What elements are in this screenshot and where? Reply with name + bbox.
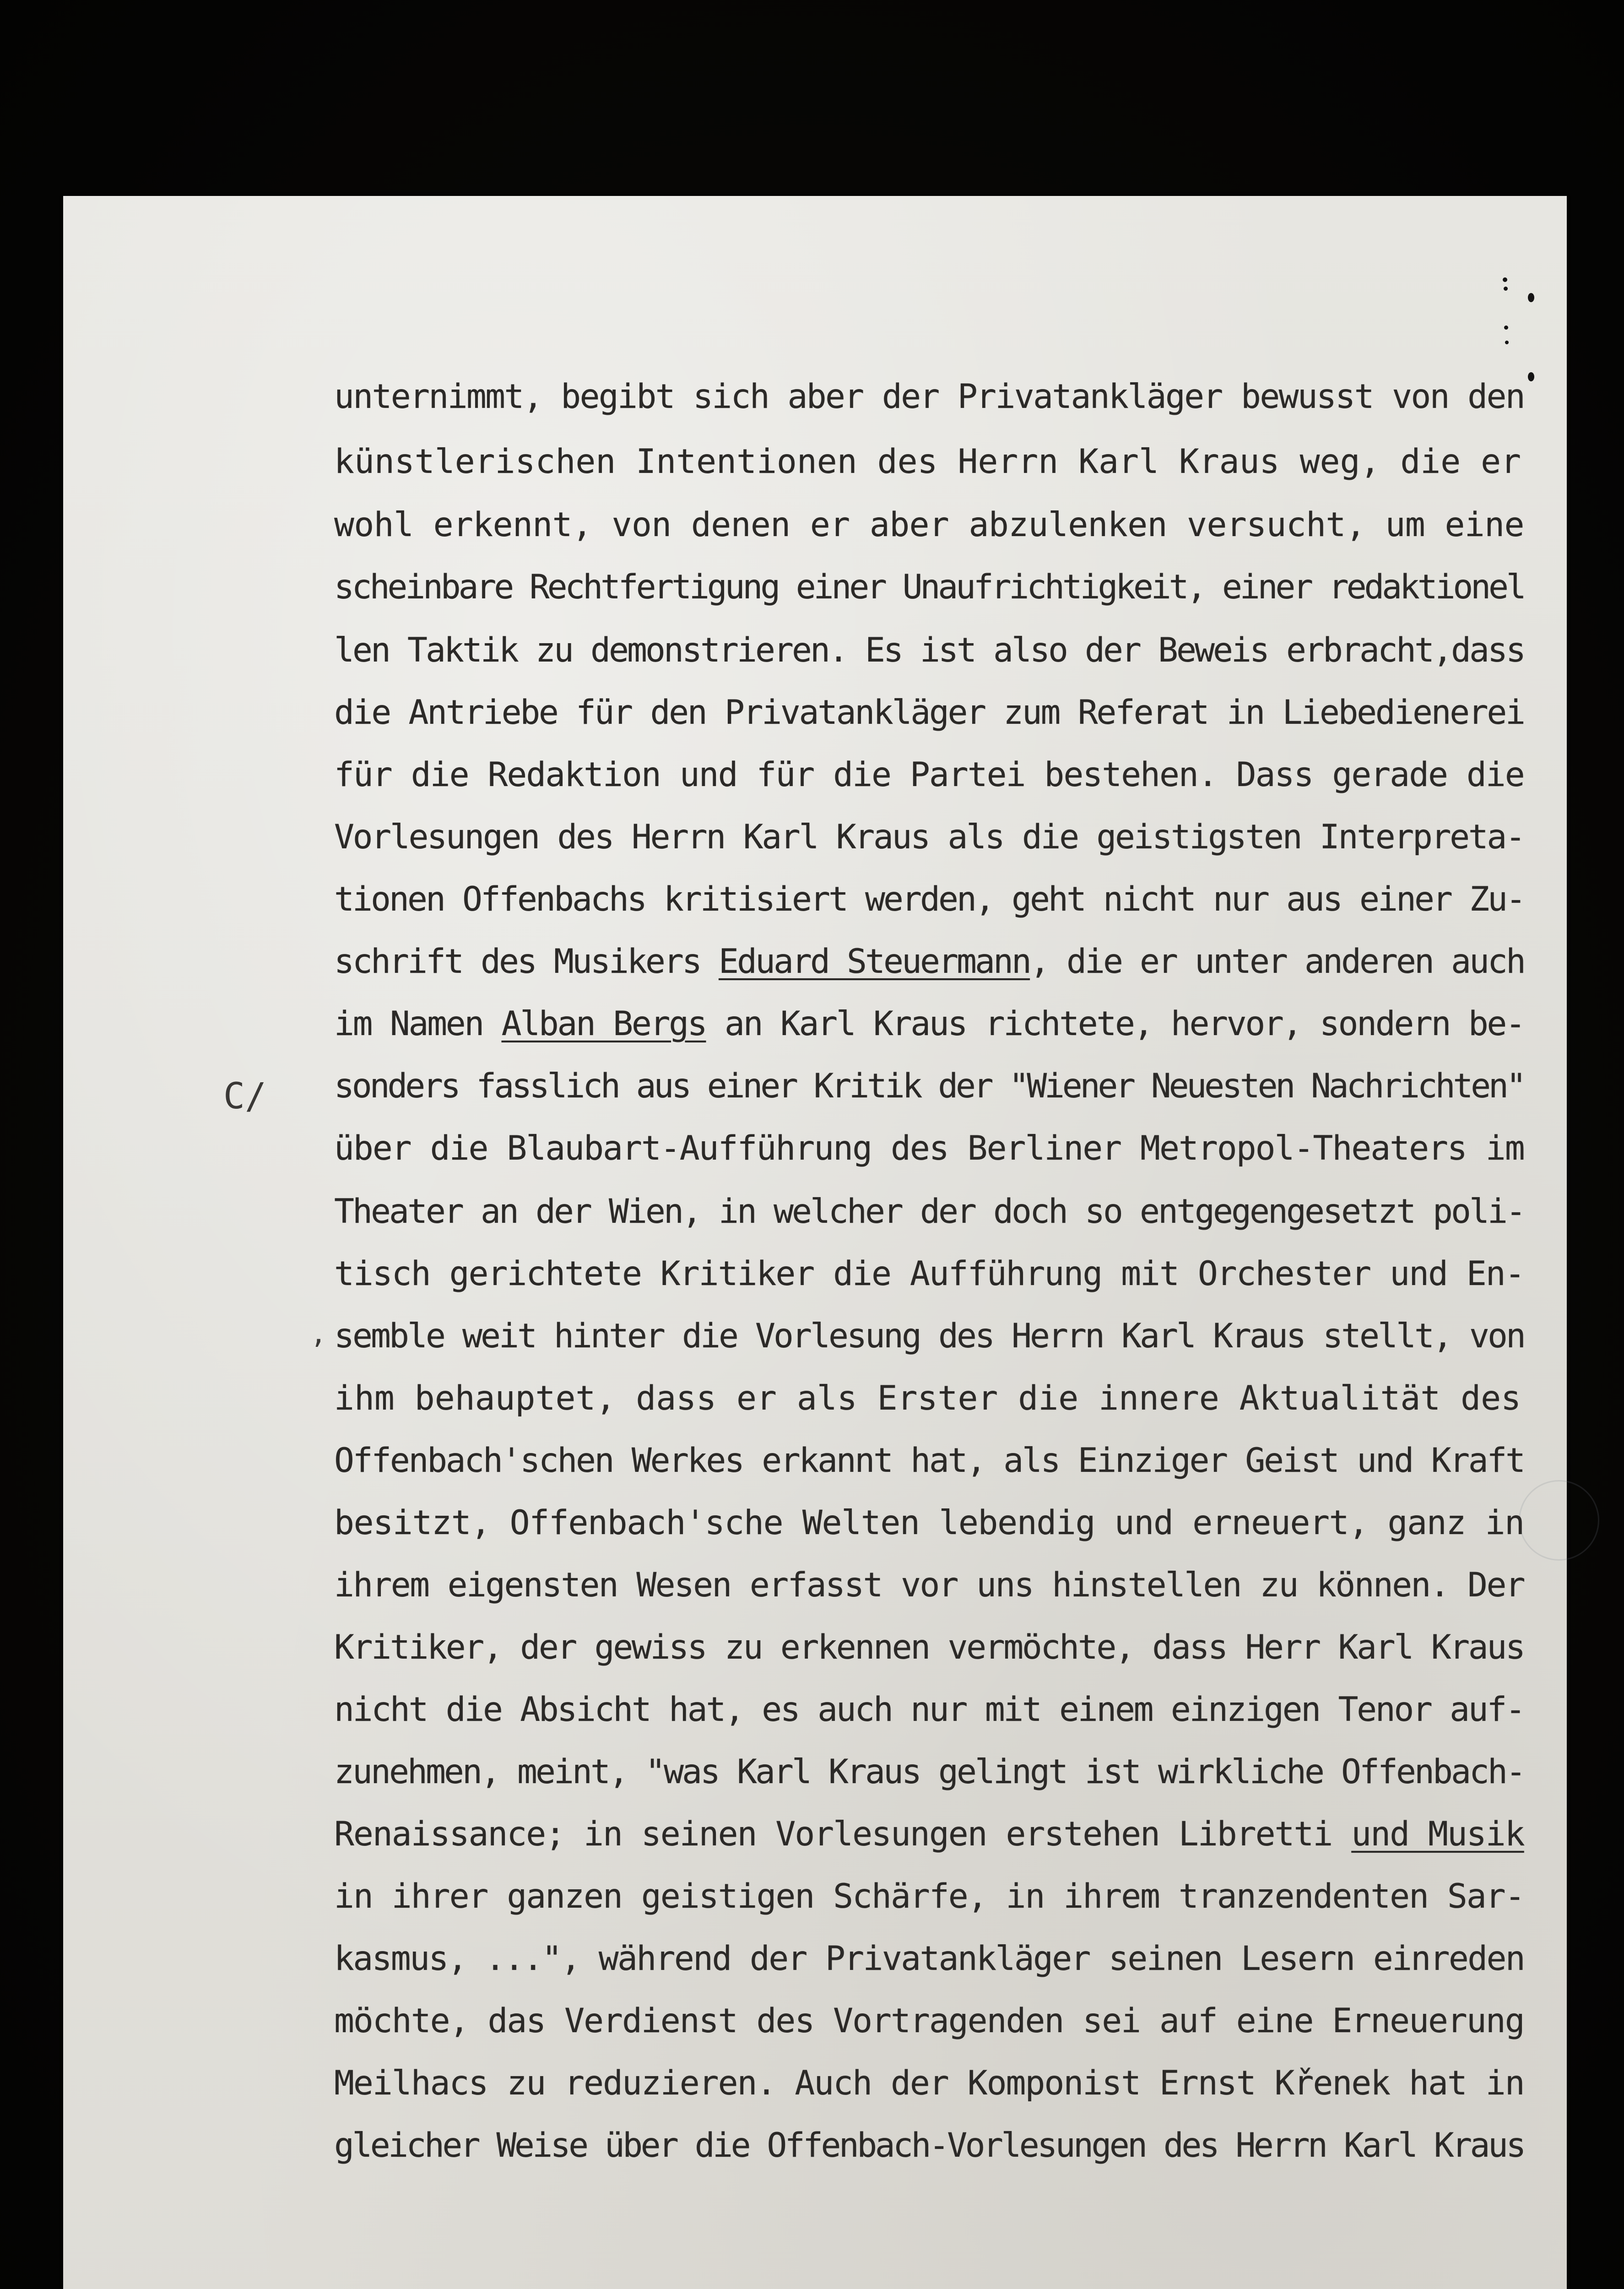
text-line: zunehmen, meint, "was Karl Kraus gelingt ist wirkliche Offenbach- xyxy=(334,1752,1524,1791)
text-line: kasmus, ...", während der Privatankläger seinen Lesern einreden xyxy=(334,1939,1524,1978)
underlined-und-musik: und Musik xyxy=(1351,1815,1524,1854)
text-line: Vorlesungen des Herrn Karl Kraus als die geistigsten Interpreta- xyxy=(334,818,1524,857)
text-line: Theater an der Wien, in welcher der doch so entgegengesetzt poli- xyxy=(334,1192,1524,1231)
faint-stamp xyxy=(1519,1480,1599,1561)
text-line: für die Redaktion und für die Partei bestehen. Dass gerade die xyxy=(334,755,1524,794)
text-line: möchte, das Verdienst des Vortragenden sei auf eine Erneuerung xyxy=(334,2002,1524,2040)
text-line: Offenbach'schen Werkes erkannt hat, als Einziger Geist und Kraft xyxy=(334,1441,1524,1480)
text-segment: Renaissance; in seinen Vorlesungen erstehen Libretti xyxy=(334,1815,1352,1854)
margin-tick: ʼ xyxy=(309,1334,326,1367)
text-line: scheinbare Rechtfertigung einer Unaufrichtigkeit, einer redaktionel xyxy=(334,568,1524,607)
text-line: über die Blaubart-Aufführung des Berliner Metropol-Theaters im xyxy=(334,1129,1524,1168)
hole-mark-5 xyxy=(1505,341,1509,344)
text-line: die Antriebe für den Privatankläger zum Referat in Liebedienerei xyxy=(334,693,1524,732)
text-segment: im Namen xyxy=(334,1004,502,1043)
underlined-name-steuermann: Eduard Steuermann xyxy=(719,942,1030,981)
text-line: gleicher Weise über die Offenbach-Vorlesungen des Herrn Karl Kraus xyxy=(334,2126,1524,2165)
text-line: semble weit hinter die Vorlesung des Herrn Karl Kraus stellt, von xyxy=(334,1317,1524,1356)
text-segment: an Karl Kraus richtete, hervor, sondern be- xyxy=(706,1004,1524,1043)
text-line: Meilhacs zu reduzieren. Auch der Komponist Ernst Křenek hat in xyxy=(334,2064,1524,2103)
text-line: nicht die Absicht hat, es auch nur mit einem einzigen Tenor auf- xyxy=(334,1690,1524,1729)
text-line: besitzt, Offenbach'sche Welten lebendig und erneuert, ganz in xyxy=(334,1503,1524,1542)
underlined-name-berg: Alban Bergs xyxy=(501,1004,706,1043)
text-line: ihm behauptet, dass er als Erster die innere Aktualität des xyxy=(334,1379,1521,1418)
text-line: unternimmt, begibt sich aber der Privatankläger bewusst von den xyxy=(334,377,1524,416)
text-line: künstlerischen Intentionen des Herrn Karl Kraus weg, die er xyxy=(334,442,1521,481)
text-segment: schrift des Musikers xyxy=(334,942,719,981)
text-line xyxy=(334,942,1524,981)
text-line: Kritiker, der gewiss zu erkennen vermöchte, dass Herr Karl Kraus xyxy=(334,1628,1524,1667)
hole-mark-2 xyxy=(1504,287,1508,291)
text-line: wohl erkennt, von denen er aber abzulenken versucht, um eine xyxy=(334,505,1524,544)
hole-mark-1 xyxy=(1503,277,1507,282)
text-line: tisch gerichtete Kritiker die Aufführung mit Orchester und En- xyxy=(334,1254,1524,1293)
text-line xyxy=(334,1815,1524,1854)
text-segment: , die er unter anderen auch xyxy=(1030,942,1524,981)
hole-mark-6 xyxy=(1528,372,1534,381)
text-line: tionen Offenbachs kritisiert werden, geht nicht nur aus einer Zu- xyxy=(334,880,1524,919)
text-line: len Taktik zu demonstrieren. Es ist also der Beweis erbracht,dass xyxy=(334,631,1524,670)
text-line: in ihrer ganzen geistigen Schärfe, in ihrem tranzendenten Sar- xyxy=(334,1877,1524,1916)
margin-note-left: C/ xyxy=(223,1076,266,1117)
hole-mark-4 xyxy=(1504,325,1508,330)
text-line xyxy=(334,1004,1524,1043)
hole-mark-3 xyxy=(1528,293,1534,302)
text-line: ihrem eigensten Wesen erfasst vor uns hinstellen zu können. Der xyxy=(334,1566,1524,1605)
text-line: sonders fasslich aus einer Kritik der "Wiener Neuesten Nachrichten" xyxy=(334,1067,1524,1106)
